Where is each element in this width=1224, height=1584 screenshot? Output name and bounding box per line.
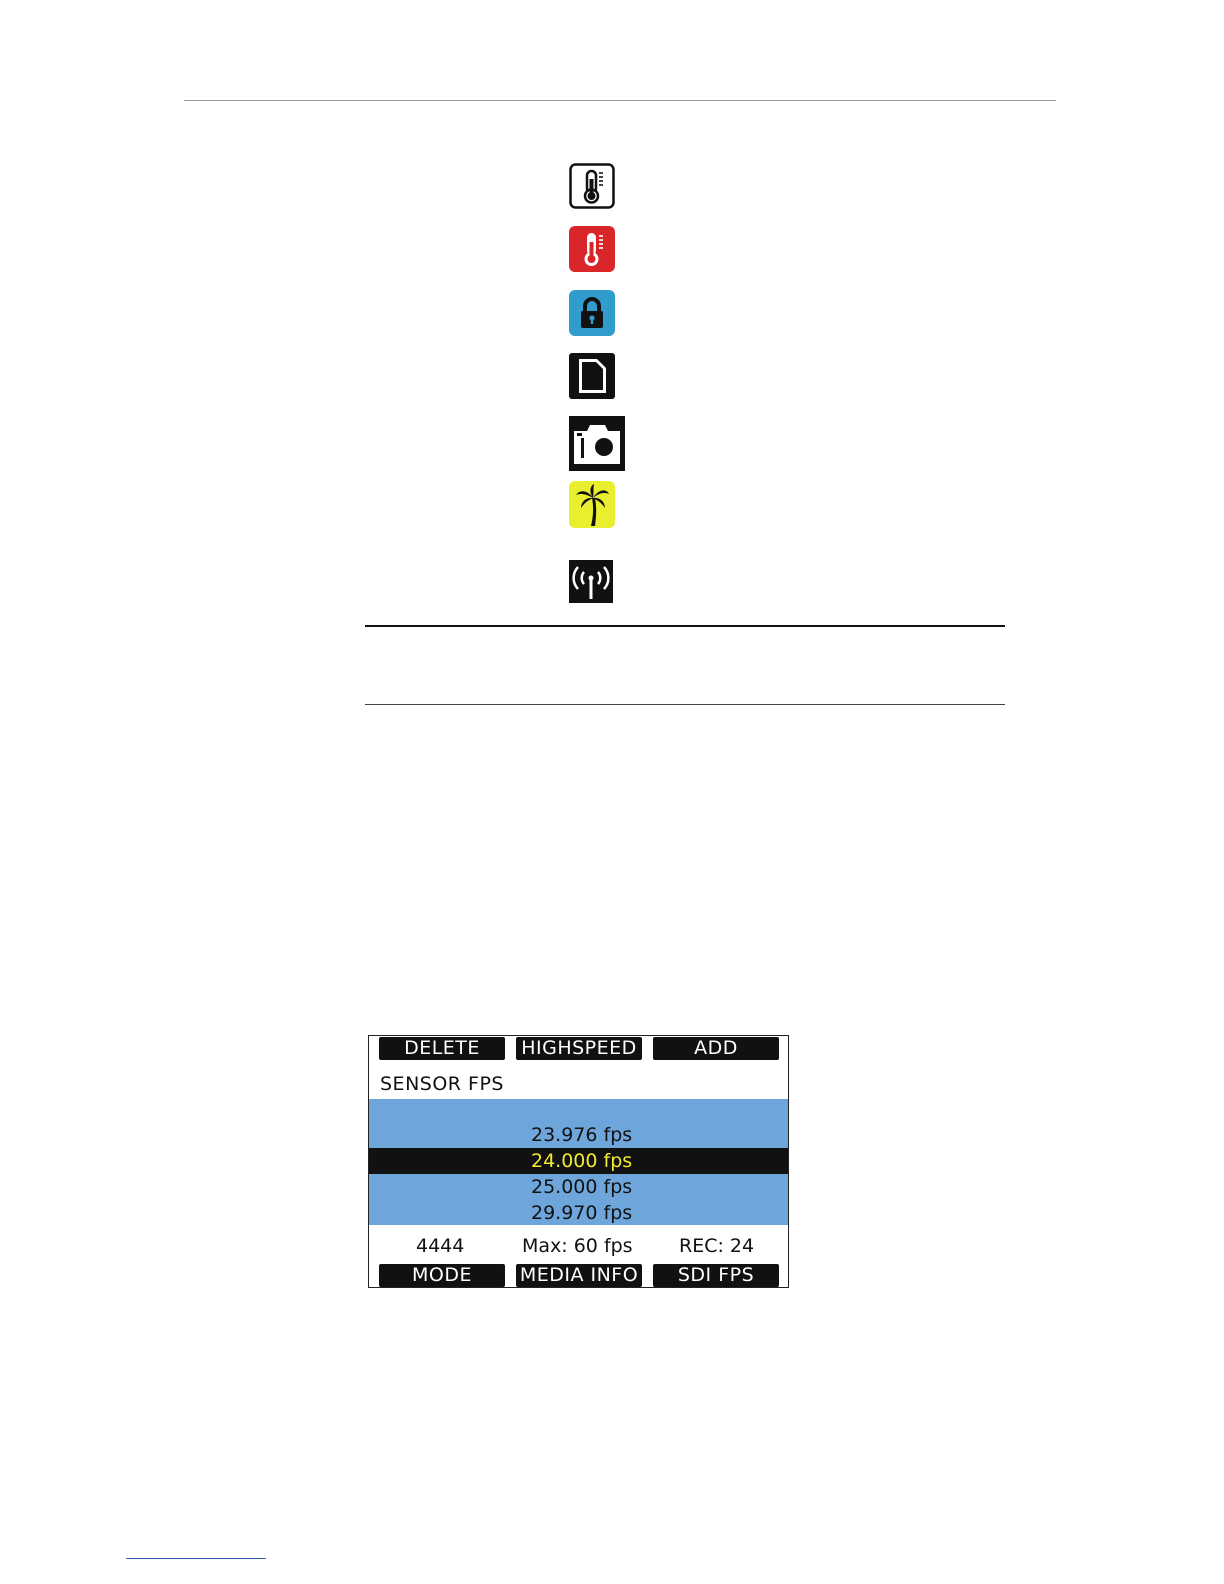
sdi-fps-softkey[interactable]: SDI FPS: [653, 1264, 779, 1287]
fps-option-label: 25.000 fps: [531, 1176, 633, 1198]
rec-fps-status: REC: 24: [679, 1235, 755, 1257]
fps-option-label: 29.970 fps: [531, 1202, 633, 1224]
wireless-antenna-icon: [569, 560, 613, 603]
lock-icon: [569, 290, 615, 336]
memory-card-icon: [569, 353, 615, 399]
max-fps-status: Max: 60 fps: [522, 1235, 633, 1257]
camera-display: [368, 1035, 789, 1288]
screen-title: SENSOR FPS: [380, 1073, 504, 1095]
fps-list: [369, 1099, 788, 1225]
thermometer-warning-icon: [569, 226, 615, 272]
fps-option[interactable]: [369, 1200, 788, 1226]
fps-option-label: 23.976 fps: [531, 1124, 633, 1146]
highspeed-softkey[interactable]: HIGHSPEED: [516, 1037, 642, 1060]
table-bottom-rule: [365, 704, 1005, 705]
fps-option-label: 24.000 fps: [531, 1150, 633, 1172]
header-rule: [184, 100, 1056, 101]
fps-option-selected[interactable]: [369, 1148, 788, 1174]
palm-tree-icon: [569, 481, 615, 528]
delete-softkey[interactable]: DELETE: [379, 1037, 505, 1060]
fps-option[interactable]: [369, 1122, 788, 1148]
mode-softkey[interactable]: MODE: [379, 1264, 505, 1287]
add-softkey[interactable]: ADD: [653, 1037, 779, 1060]
table-top-rule: [365, 625, 1005, 627]
fps-option[interactable]: [369, 1174, 788, 1200]
media-info-softkey[interactable]: MEDIA INFO: [516, 1264, 642, 1287]
thermometer-outline-icon: [569, 163, 615, 209]
footer-link-underline[interactable]: [126, 1558, 266, 1559]
codec-status: 4444: [416, 1235, 465, 1257]
camera-icon: [569, 416, 625, 471]
